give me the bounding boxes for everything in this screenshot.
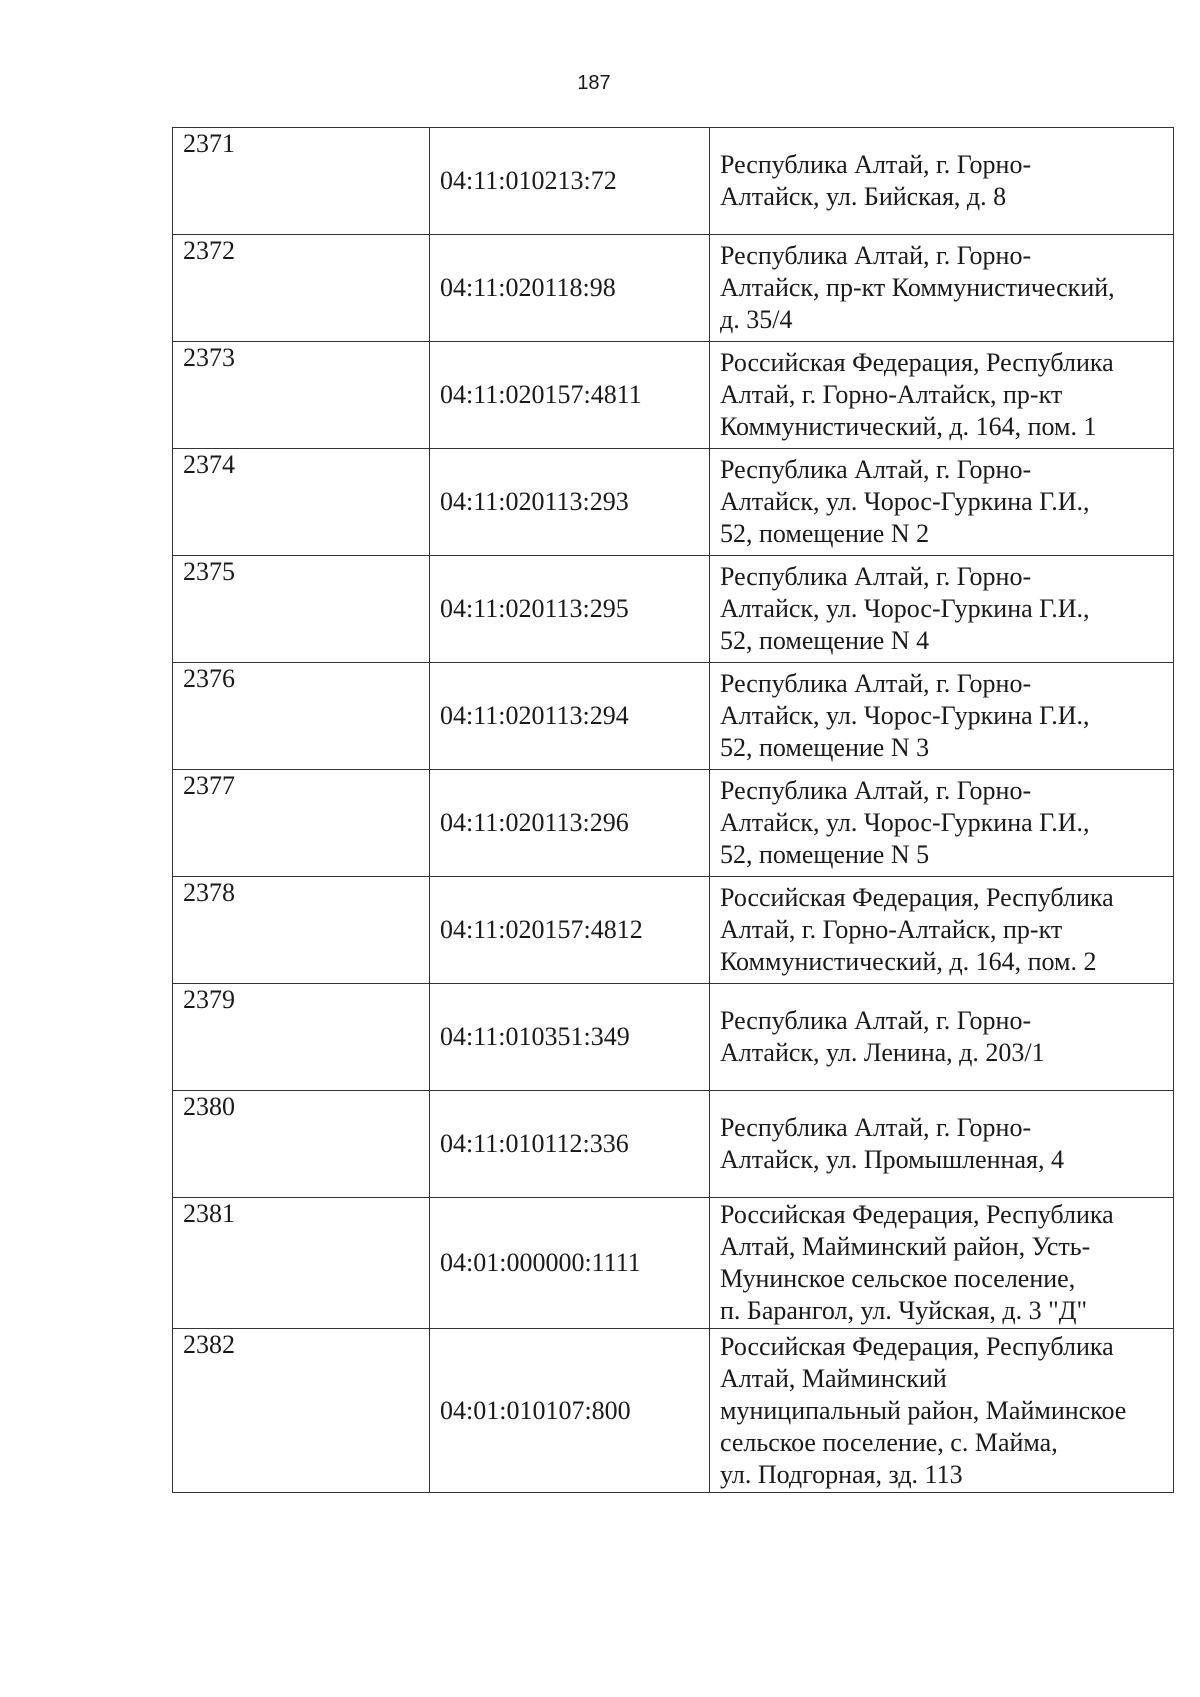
address-text: Российская Федерация, Республика Алтай, г. Горно-Алтайск, пр-кт Коммунистический, д. 164, пом. 2 (720, 883, 1114, 976)
row-number: 2381 (173, 1198, 430, 1329)
row-number: 2380 (173, 1091, 430, 1198)
address-cell (710, 984, 1174, 1091)
row-number: 2378 (173, 877, 430, 984)
row-number: 2373 (173, 342, 430, 449)
table-row (173, 1091, 1174, 1198)
table-row (173, 342, 1174, 449)
row-number: 2382 (173, 1329, 430, 1493)
address-text: Республика Алтай, г. Горно- Алтайск, ул. Бийская, д. 8 (720, 150, 1032, 211)
page-number: 187 (577, 72, 611, 94)
table-row (173, 663, 1174, 770)
address-cell (710, 556, 1174, 663)
address-cell (710, 1091, 1174, 1198)
address-text: Российская Федерация, Республика Алтай, Майминский муниципальный район, Майминское сельское поселение, с. Майма, ул. Подгорная, зд. 113 (720, 1331, 1127, 1489)
address-cell (710, 1329, 1174, 1493)
address-cell (710, 342, 1174, 449)
address-text: Республика Алтай, г. Горно- Алтайск, ул. Чорос-Гуркина Г.И., 52, помещение N 2 (720, 455, 1090, 548)
address-text: Республика Алтай, г. Горно- Алтайск, ул. Промышленная, 4 (720, 1113, 1064, 1174)
address-text: Республика Алтай, г. Горно- Алтайск, ул. Чорос-Гуркина Г.И., 52, помещение N 3 (720, 669, 1090, 762)
cadastral-number: 04:11:010112:336 (430, 1091, 710, 1198)
cadastral-number: 04:01:000000:1111 (430, 1198, 710, 1329)
table-row (173, 984, 1174, 1091)
row-number: 2376 (173, 663, 430, 770)
row-number: 2377 (173, 770, 430, 877)
registry-table-body (173, 128, 1174, 1493)
cadastral-number: 04:11:020157:4811 (430, 342, 710, 449)
address-cell (710, 235, 1174, 342)
address-text: Республика Алтай, г. Горно- Алтайск, ул. Чорос-Гуркина Г.И., 52, помещение N 4 (720, 562, 1090, 655)
address-cell (710, 877, 1174, 984)
row-number: 2375 (173, 556, 430, 663)
address-cell (710, 128, 1174, 235)
cadastral-number: 04:01:010107:800 (430, 1329, 710, 1493)
cadastral-number: 04:11:020113:295 (430, 556, 710, 663)
table-row (173, 128, 1174, 235)
address-cell (710, 1198, 1174, 1329)
address-text: Российская Федерация, Республика Алтай, г. Горно-Алтайск, пр-кт Коммунистический, д. 164, пом. 1 (720, 348, 1114, 441)
row-number: 2372 (173, 235, 430, 342)
table-row (173, 449, 1174, 556)
table-row (173, 235, 1174, 342)
cadastral-number: 04:11:010213:72 (430, 128, 710, 235)
cadastral-number: 04:11:020118:98 (430, 235, 710, 342)
address-text: Республика Алтай, г. Горно- Алтайск, пр-кт Коммунистический, д. 35/4 (720, 241, 1115, 334)
address-cell (710, 770, 1174, 877)
address-text: Российская Федерация, Республика Алтай, Майминский район, Усть- Мунинское сельское поселение, п. Барангол, ул. Чуйская, д. 3 "Д" (720, 1200, 1114, 1325)
row-number: 2379 (173, 984, 430, 1091)
cadastral-number: 04:11:020113:296 (430, 770, 710, 877)
cadastral-number: 04:11:020113:294 (430, 663, 710, 770)
registry-table (172, 127, 1174, 1493)
table-row (173, 1329, 1174, 1493)
address-text: Республика Алтай, г. Горно- Алтайск, ул. Ленина, д. 203/1 (720, 1006, 1045, 1067)
table-row (173, 877, 1174, 984)
address-text: Республика Алтай, г. Горно- Алтайск, ул. Чорос-Гуркина Г.И., 52, помещение N 5 (720, 776, 1090, 869)
table-row (173, 770, 1174, 877)
address-cell (710, 663, 1174, 770)
table-row (173, 1198, 1174, 1329)
table-row (173, 556, 1174, 663)
cadastral-number: 04:11:020113:293 (430, 449, 710, 556)
address-cell (710, 449, 1174, 556)
row-number: 2371 (173, 128, 430, 235)
row-number: 2374 (173, 449, 430, 556)
cadastral-number: 04:11:010351:349 (430, 984, 710, 1091)
cadastral-number: 04:11:020157:4812 (430, 877, 710, 984)
